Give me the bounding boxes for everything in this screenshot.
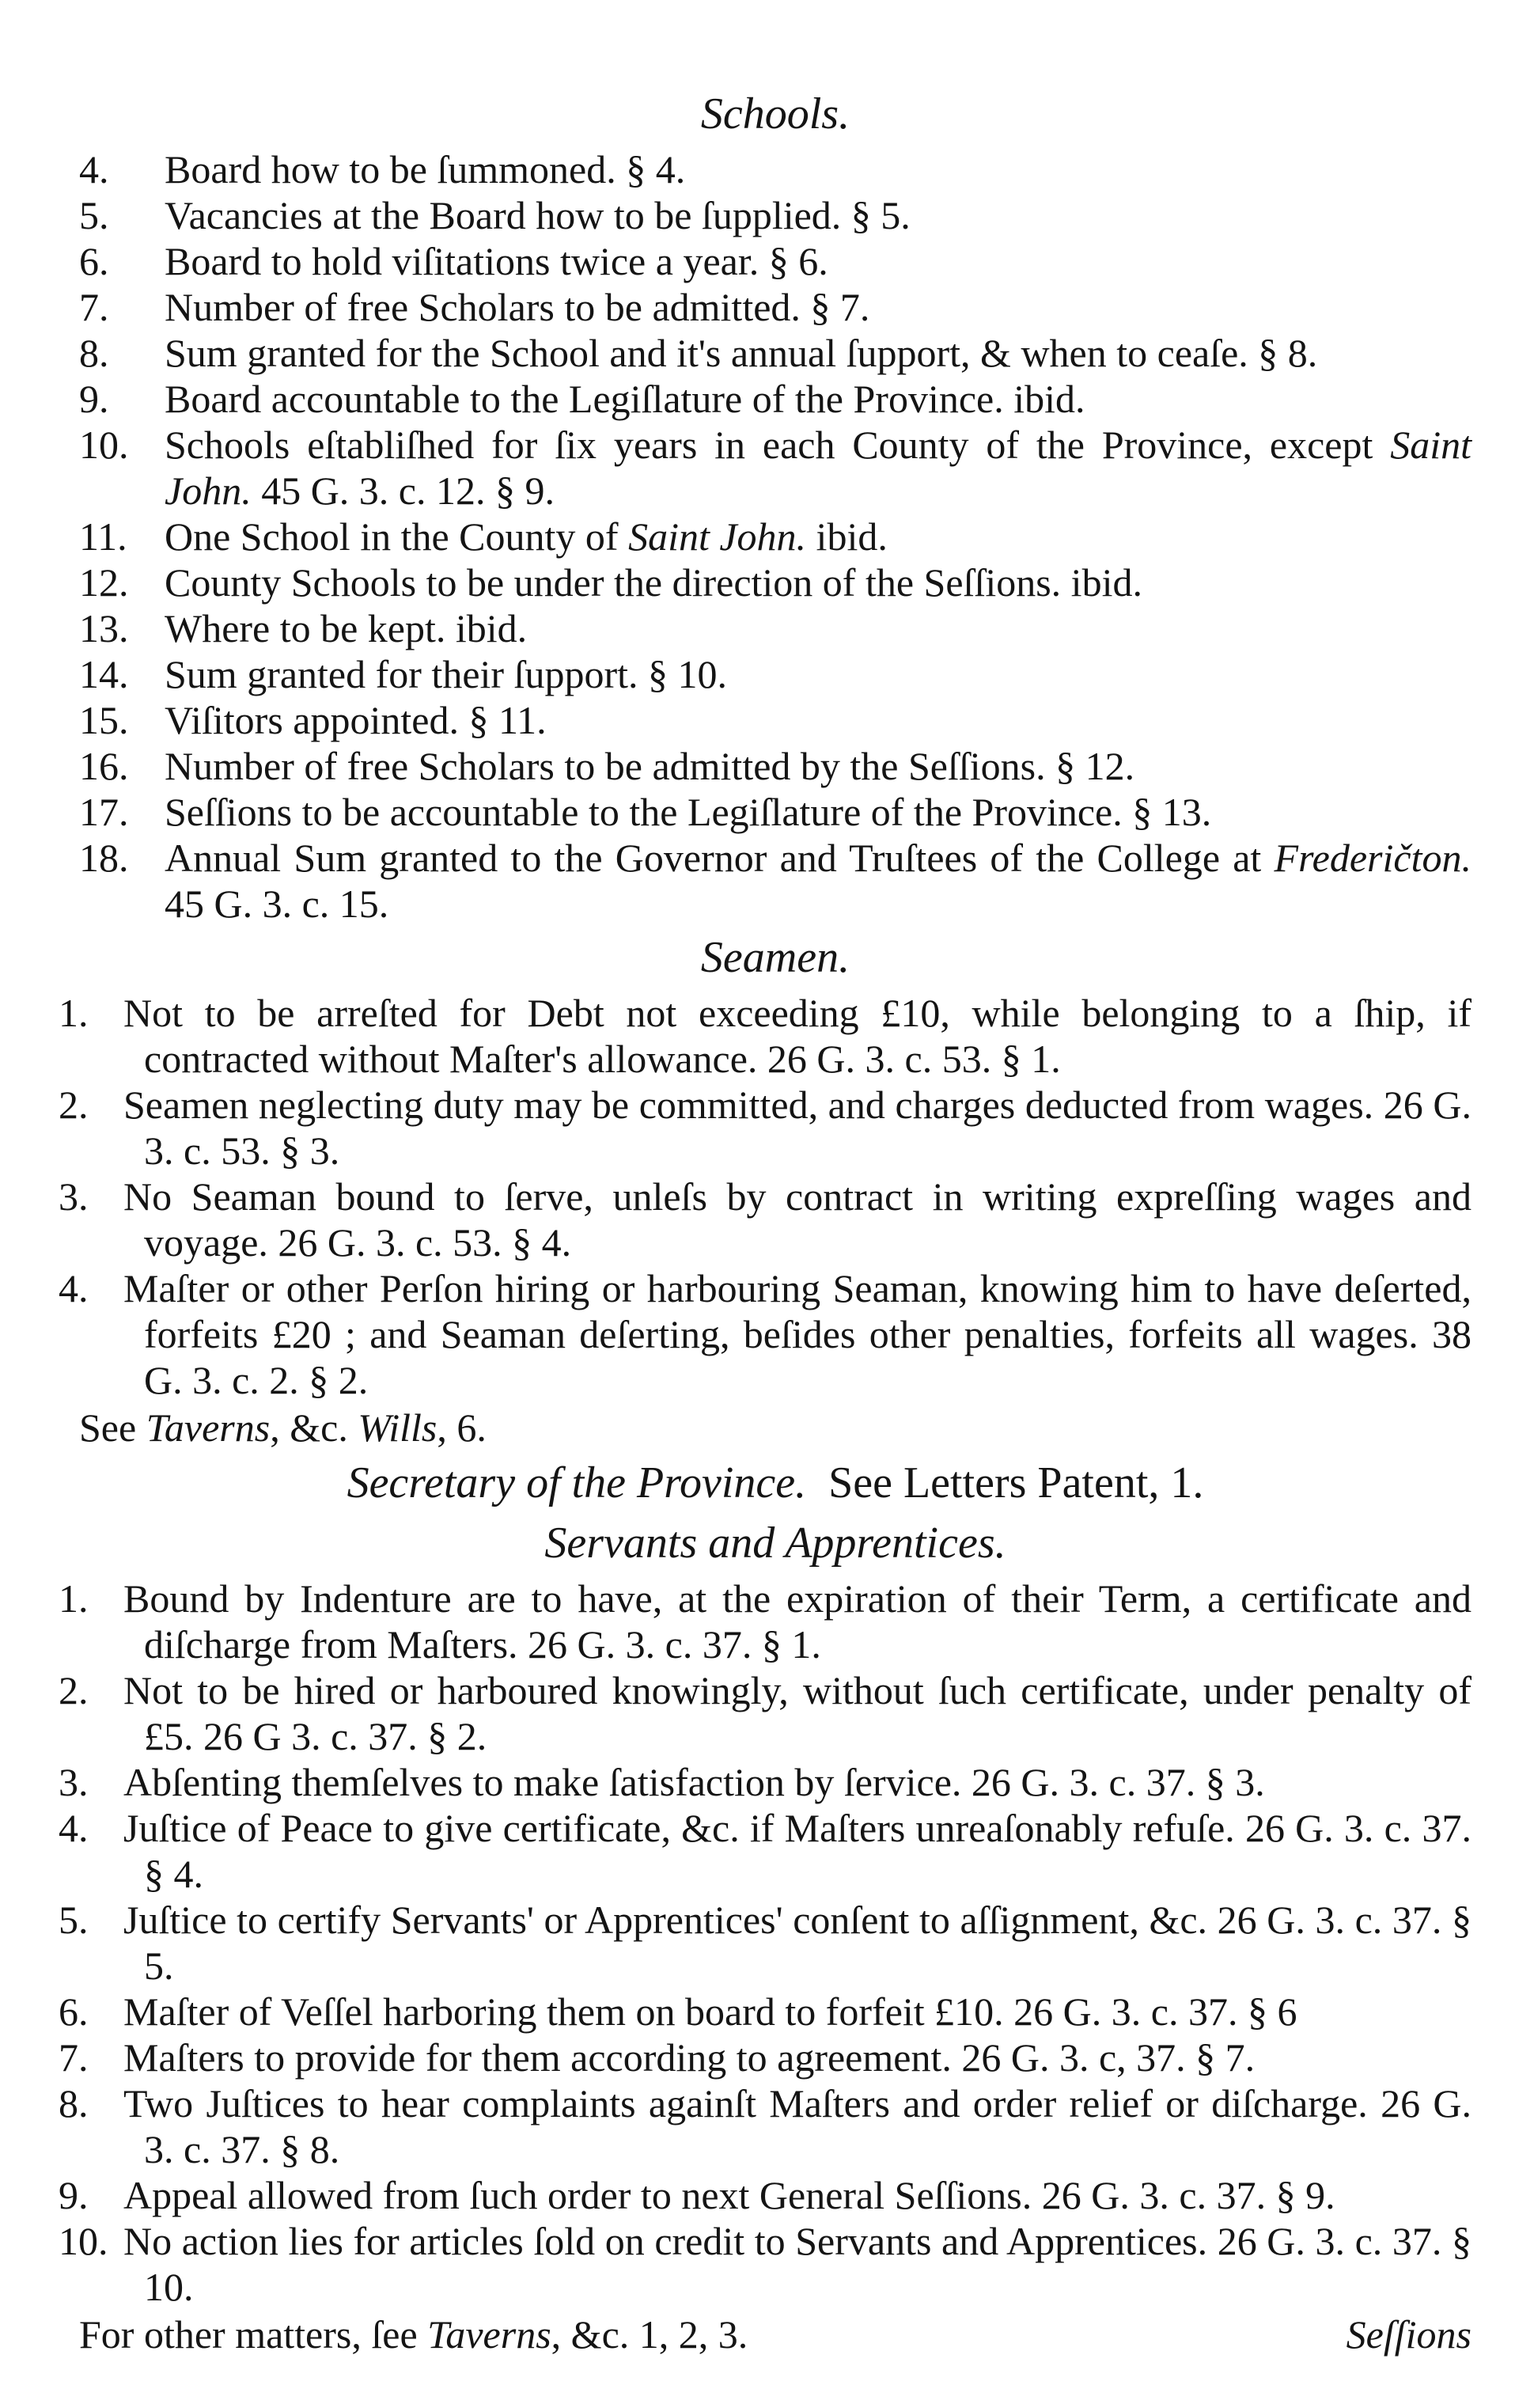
list-item bbox=[79, 743, 1472, 789]
list-item bbox=[79, 192, 1472, 238]
item-text: Bound by Indenture are to have, at the expiration of their Term, a certificate and diſcharge from Maſters. 26 G. 3. c. 37. § 1. bbox=[123, 1576, 1472, 1667]
seamen-list bbox=[59, 990, 1472, 1403]
list-item bbox=[79, 835, 1472, 927]
schools-list bbox=[79, 146, 1472, 927]
item-number: 9. bbox=[79, 377, 109, 421]
list-item bbox=[79, 284, 1472, 330]
see-text: See bbox=[79, 1405, 146, 1450]
item-number: 2. bbox=[59, 1668, 89, 1712]
item-text: Annual Sum granted to the Governor and Truſtees of the College at bbox=[165, 836, 1275, 880]
list-item bbox=[59, 1897, 1472, 1989]
list-item bbox=[59, 990, 1472, 1082]
item-number: 8. bbox=[59, 2081, 89, 2125]
list-item bbox=[59, 1759, 1472, 1805]
item-text: County Schools to be under the direction of the Seſſions. ibid. bbox=[165, 560, 1142, 605]
list-item bbox=[59, 2080, 1472, 2172]
place-name: Saint John. bbox=[628, 514, 807, 559]
item-number: 1. bbox=[59, 991, 89, 1035]
list-item bbox=[59, 2172, 1472, 2218]
list-item bbox=[59, 1805, 1472, 1897]
item-text: Two Juſtices to hear complaints againſt Maſters and order relief or diſcharge. 26 G. 3. c. 37. § 8. bbox=[123, 2081, 1472, 2171]
list-item bbox=[59, 2218, 1472, 2310]
item-text: Juſtice to certify Servants' or Apprentices' conſent to aſſignment, &c. 26 G. 3. c. 37. § 5. bbox=[123, 1898, 1472, 1988]
item-number: 15. bbox=[79, 698, 129, 742]
item-text: No action lies for articles ſold on credit to Servants and Apprentices. 26 G. 3. c. 37. § 10. bbox=[123, 2219, 1472, 2309]
item-number: 14. bbox=[79, 652, 129, 696]
item-number: 1. bbox=[59, 1576, 89, 1621]
footer-taverns: Taverns bbox=[427, 2312, 551, 2357]
item-text: Sum granted for their ſupport. § 10. bbox=[165, 652, 727, 696]
list-item bbox=[79, 514, 1472, 559]
item-text: One School in the County of bbox=[165, 514, 629, 559]
footer-text: For other matters, ſee bbox=[79, 2312, 428, 2357]
see-text: , 6. bbox=[437, 1405, 487, 1450]
item-text: Juſtice of Peace to give certificate, &c. if Maſters unreaſonably refuſe. 26 G. 3. c. 37. § 4. bbox=[123, 1806, 1472, 1896]
item-citation: 45 G. 3. c. 15. bbox=[165, 882, 389, 926]
item-number: 3. bbox=[59, 1760, 89, 1804]
item-text: Board how to be ſummoned. § 4. bbox=[165, 147, 686, 192]
secretary-see: See Letters Patent, 1. bbox=[828, 1458, 1204, 1507]
item-text: Maſter or other Perſon hiring or harbouring Seaman, knowing him to have deſerted, forfeits £20 ; and Seaman deſerting, beſides other penalties, forfeits all wages. 38 G. 3. c. 2. § 2. bbox=[123, 1266, 1472, 1402]
place-name: Frederičton. bbox=[1274, 836, 1472, 880]
item-text: Seſſions to be accountable to the Legiſlature of the Province. § 13. bbox=[165, 790, 1212, 834]
servants-list bbox=[59, 1576, 1472, 2310]
item-text: Number of free Scholars to be admitted. § 7. bbox=[165, 285, 870, 329]
item-number: 5. bbox=[79, 193, 109, 237]
list-item bbox=[79, 330, 1472, 376]
place-name: Saint John. bbox=[165, 423, 1472, 513]
item-text: Board to hold viſitations twice a year. § 6. bbox=[165, 239, 828, 283]
item-number: 16. bbox=[79, 744, 129, 788]
list-item bbox=[79, 559, 1472, 605]
list-item bbox=[59, 1265, 1472, 1403]
list-item bbox=[79, 651, 1472, 697]
item-number: 11. bbox=[79, 514, 127, 559]
footer-text: , &c. 1, 2, 3. bbox=[551, 2312, 748, 2357]
list-item bbox=[79, 238, 1472, 284]
item-number: 10. bbox=[79, 423, 129, 467]
item-number: 7. bbox=[59, 2035, 89, 2080]
list-item bbox=[59, 1082, 1472, 1174]
secretary-title: Secretary of the Province. bbox=[347, 1458, 807, 1507]
list-item bbox=[79, 789, 1472, 835]
item-text: Maſters to provide for them according to agreement. 26 G. 3. c, 37. § 7. bbox=[123, 2035, 1256, 2080]
see-taverns: Taverns bbox=[146, 1405, 271, 1450]
item-text: Schools eſtabliſhed for ſix years in each County of the Province, except bbox=[165, 423, 1391, 467]
item-number: 18. bbox=[79, 836, 129, 880]
list-item bbox=[79, 605, 1472, 651]
item-text: Vacancies at the Board how to be ſupplied. § 5. bbox=[165, 193, 911, 237]
item-number: 5. bbox=[59, 1898, 89, 1942]
section-heading-schools: Schools. bbox=[700, 89, 850, 138]
document-page bbox=[59, 83, 1472, 2359]
item-number: 17. bbox=[79, 790, 129, 834]
section-heading-servants: Servants and Apprentices. bbox=[544, 1519, 1006, 1568]
item-number: 9. bbox=[59, 2173, 89, 2217]
item-number: 4. bbox=[79, 147, 109, 192]
item-number: 2. bbox=[59, 1083, 89, 1127]
item-text: Maſter of Veſſel harboring them on board to forfeit £10. 26 G. 3. c. 37. § 6 bbox=[123, 1989, 1297, 2034]
list-item bbox=[59, 1174, 1472, 1265]
item-text: No Seaman bound to ſerve, unleſs by contract in writing expreſſing wages and voyage. 26 G. 3. c. 53. § 4. bbox=[123, 1174, 1472, 1265]
item-text: Sum granted for the School and it's annual ſupport, & when to ceaſe. § 8. bbox=[165, 331, 1318, 375]
item-text: Where to be kept. ibid. bbox=[165, 606, 528, 650]
see-text: , &c. bbox=[270, 1405, 358, 1450]
list-item bbox=[59, 1667, 1472, 1759]
list-item bbox=[59, 1576, 1472, 1667]
item-text: Not to be arreſted for Debt not exceeding £10, while belonging to a ſhip, if contracted without Maſter's allowance. 26 G. 3. c. 53. § 1. bbox=[123, 991, 1472, 1081]
item-number: 6. bbox=[79, 239, 109, 283]
list-item bbox=[79, 376, 1472, 422]
list-item bbox=[59, 2034, 1472, 2080]
see-wills: Wills bbox=[358, 1405, 437, 1450]
item-number: 8. bbox=[79, 331, 109, 375]
item-text: Viſitors appointed. § 11. bbox=[165, 698, 547, 742]
list-item bbox=[79, 146, 1472, 192]
item-number: 4. bbox=[59, 1266, 89, 1310]
catchword: Seſſions bbox=[1346, 2312, 1472, 2357]
item-number: 12. bbox=[79, 560, 129, 605]
item-number: 13. bbox=[79, 606, 129, 650]
item-number: 6. bbox=[59, 1989, 89, 2034]
list-item bbox=[59, 1989, 1472, 2034]
item-text: Board accountable to the Legiſlature of the Province. ibid. bbox=[165, 377, 1085, 421]
item-text: Not to be hired or harboured knowingly, without ſuch certificate, under penalty of £5. 26 G 3. c. 37. § 2. bbox=[123, 1668, 1472, 1758]
item-text: Seamen neglecting duty may be committed, and charges deducted from wages. 26 G. 3. c. 53. § 3. bbox=[123, 1083, 1472, 1173]
item-number: 4. bbox=[59, 1806, 89, 1850]
cross-reference-seamen bbox=[79, 1403, 1472, 1452]
page-footer bbox=[79, 2310, 1472, 2359]
item-number: 7. bbox=[79, 285, 109, 329]
item-number: 3. bbox=[59, 1174, 89, 1219]
item-text: Number of free Scholars to be admitted by the Seſſions. § 12. bbox=[165, 744, 1135, 788]
item-number: 10. bbox=[59, 2219, 108, 2263]
list-item bbox=[79, 697, 1472, 743]
list-item bbox=[79, 422, 1472, 514]
item-citation: 45 G. 3. c. 12. § 9. bbox=[251, 468, 555, 513]
item-text: Appeal allowed from ſuch order to next General Seſſions. 26 G. 3. c. 37. § 9. bbox=[123, 2173, 1335, 2217]
item-citation: ibid. bbox=[806, 514, 888, 559]
item-text: Abſenting themſelves to make ſatisfaction by ſervice. 26 G. 3. c. 37. § 3. bbox=[123, 1760, 1265, 1804]
section-heading-seamen: Seamen. bbox=[700, 933, 850, 982]
section-heading-secretary bbox=[79, 1455, 1472, 1511]
